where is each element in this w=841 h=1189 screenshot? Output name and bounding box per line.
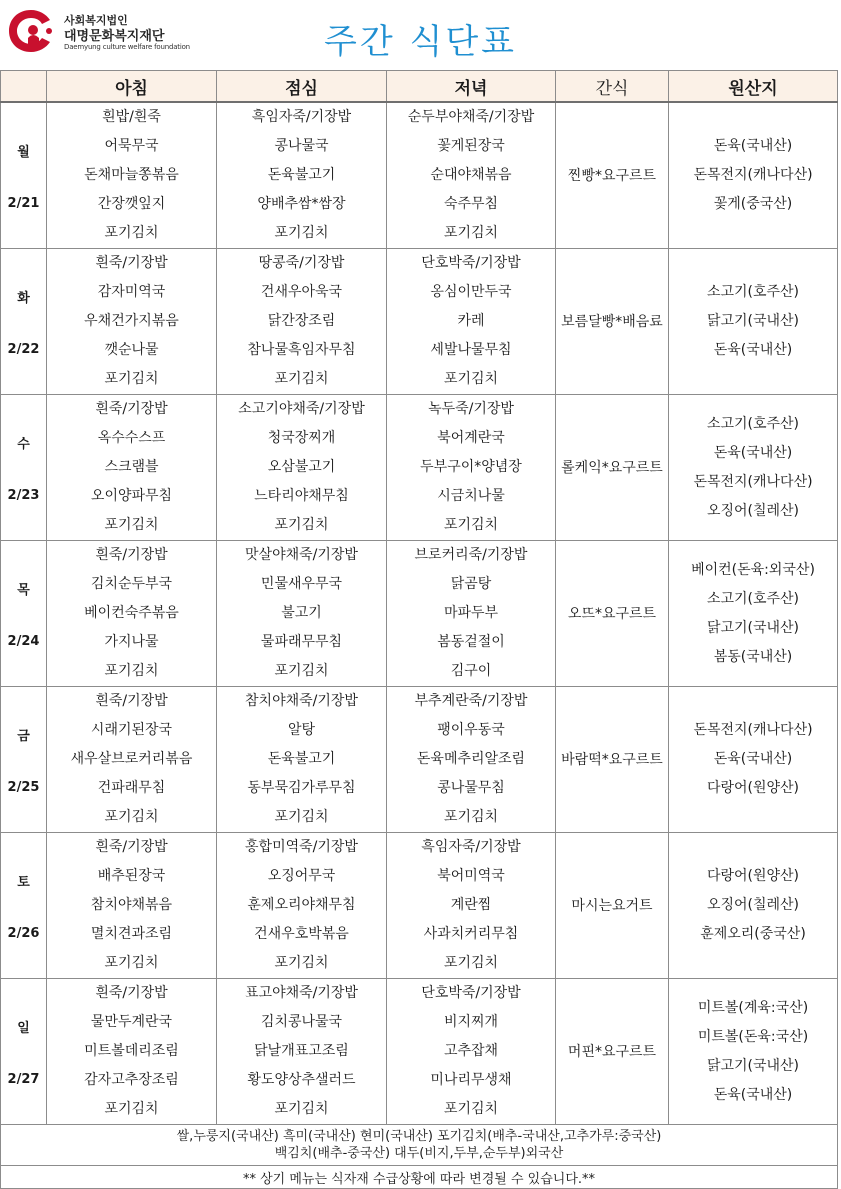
- dinner-item: 순두부야채죽/기장밥: [407, 109, 535, 125]
- page-title: 주간 식단표: [323, 22, 518, 62]
- dinner-item: 녹두죽/기장밥: [428, 401, 514, 417]
- dinner-item: 봄동겉절이: [437, 634, 505, 650]
- origin-item: 훈제오리(중국산): [700, 926, 806, 942]
- lunch-item: 오징어무국: [267, 868, 336, 884]
- lunch-item: 땅콩죽/기장밥: [258, 255, 345, 271]
- lunch-item: 포기김치: [274, 517, 329, 533]
- snack-cell: 롤케익*요구르트: [556, 395, 669, 541]
- breakfast-cell: [47, 541, 217, 687]
- dinner-cell: [387, 979, 556, 1125]
- lunch-item: 동부묵김가루무침: [247, 780, 356, 796]
- lunch-cell: [217, 102, 387, 249]
- lunch-item: 소고기야채죽/기장밥: [238, 401, 365, 417]
- day-date: 2/22: [7, 341, 40, 357]
- breakfast-item: 옥수수스프: [97, 430, 166, 446]
- breakfast-item: 배추된장국: [97, 868, 166, 884]
- breakfast-item: 포기김치: [104, 517, 159, 533]
- breakfast-item: 우채건가지볶음: [84, 313, 179, 329]
- breakfast-item: 흰죽/기장밥: [95, 255, 168, 271]
- day-date: 2/21: [7, 195, 40, 211]
- day-date: 2/23: [7, 487, 40, 503]
- origin-item: 돈목전지(캐나다산): [693, 167, 813, 183]
- table-row: [1, 102, 838, 249]
- origin-item: 소고기(호주산): [706, 284, 800, 300]
- lunch-item: 포기김치: [274, 663, 329, 679]
- dinner-item: 부추계란죽/기장밥: [414, 693, 528, 709]
- origin-cell: [669, 687, 838, 833]
- breakfast-cell: [47, 249, 217, 395]
- lunch-item: 황도양상추샐러드: [247, 1072, 356, 1088]
- breakfast-cell: [47, 687, 217, 833]
- day-cell: [1, 833, 47, 979]
- logo-english-name: Daemyung culture welfare foundation: [64, 43, 190, 51]
- day-cell: [1, 541, 47, 687]
- dinner-item: 두부구이*양념장: [420, 459, 522, 475]
- origin-item: 소고기(호주산): [706, 415, 800, 432]
- lunch-cell: [217, 979, 387, 1125]
- menu-change-notice: ** 상기 메뉴는 식자재 수급상황에 따라 변경될 수 있습니다.**: [1, 1166, 838, 1189]
- snack-cell: 찐빵*요구르트: [556, 102, 669, 249]
- origin-notes: [1, 1125, 838, 1166]
- breakfast-item: 김치순두부국: [90, 576, 173, 592]
- lunch-item: 김치콩나물국: [260, 1014, 343, 1030]
- breakfast-item: 흰죽/기장밥: [95, 693, 168, 709]
- breakfast-cell: [47, 102, 217, 249]
- lunch-item: 건새우아욱국: [260, 284, 343, 300]
- day-name: 수: [17, 436, 30, 452]
- breakfast-item: 멸치견과조림: [90, 926, 173, 942]
- lunch-item: 돈육불고기: [267, 167, 336, 183]
- day-cell: [1, 249, 47, 395]
- dinner-cell: [387, 541, 556, 687]
- origin-cell: [669, 833, 838, 979]
- breakfast-item: 흰죽/기장밥: [95, 985, 168, 1001]
- origin-cell: [669, 249, 838, 395]
- day-name: 금: [17, 728, 30, 744]
- breakfast-item: 시래기된장국: [90, 722, 173, 738]
- dinner-item: 포기김치: [443, 955, 499, 971]
- day-name: 화: [17, 290, 30, 306]
- lunch-cell: [217, 249, 387, 395]
- day-cell: [1, 687, 47, 833]
- dinner-cell: [387, 249, 556, 395]
- breakfast-item: 새우살브로커리볶음: [70, 751, 193, 767]
- origin-cell: [669, 979, 838, 1125]
- dinner-item: 흑임자죽/기장밥: [421, 839, 521, 855]
- breakfast-item: 포기김치: [104, 663, 159, 679]
- lunch-item: 흑임자죽/기장밥: [251, 109, 352, 125]
- column-header-dinner: 저녁: [387, 71, 556, 103]
- dinner-item: 북어미역국: [437, 868, 505, 884]
- dinner-item: 닭곰탕: [450, 576, 492, 592]
- origin-item: 돈목전지(캐나다산): [693, 722, 813, 738]
- lunch-item: 알탕: [287, 722, 316, 738]
- table-row: [1, 541, 838, 687]
- breakfast-item: 흰죽/기장밥: [95, 839, 168, 855]
- breakfast-item: 가지나물: [104, 634, 159, 650]
- breakfast-item: 건파래무침: [97, 780, 166, 796]
- menu-body: [1, 102, 838, 1125]
- snack-cell: 바람떡*요구르트: [556, 687, 669, 833]
- lunch-item: 민물새우무국: [260, 576, 343, 592]
- lunch-cell: [217, 687, 387, 833]
- dinner-item: 콩나물무침: [437, 780, 505, 796]
- breakfast-item: 흰죽/기장밥: [95, 547, 168, 563]
- lunch-item: 닭간장조림: [267, 313, 336, 329]
- breakfast-item: 간장깻잎지: [97, 196, 166, 212]
- breakfast-cell: [47, 979, 217, 1125]
- breakfast-item: 물만두계란국: [90, 1014, 173, 1030]
- day-date: 2/24: [7, 633, 40, 649]
- day-cell: [1, 102, 47, 249]
- origin-item: 돈육(국내산): [713, 751, 793, 767]
- table-row: [1, 249, 838, 395]
- lunch-cell: [217, 395, 387, 541]
- dinner-item: 포기김치: [443, 1101, 499, 1117]
- lunch-item: 훈제오리야채무침: [247, 897, 356, 913]
- dinner-item: 김구이: [450, 663, 492, 679]
- origin-note-line-1: 쌀,누룽지(국내산) 흑미(국내산) 현미(국내산) 포기김치(배추-국내산,고추가루:중국산): [176, 1129, 662, 1144]
- dinner-item: 브로커리죽/기장밥: [414, 547, 528, 563]
- dinner-item: 단호박죽/기장밥: [421, 985, 521, 1001]
- column-header-snack: 간식: [556, 71, 669, 103]
- origin-item: 미트볼(계육:국산): [697, 999, 809, 1016]
- snack-cell: 오뜨*요구르트: [556, 541, 669, 687]
- origin-cell: [669, 395, 838, 541]
- lunch-item: 맛살야채죽/기장밥: [245, 547, 358, 563]
- origin-item: 돈육(국내산): [713, 138, 793, 154]
- column-header-lunch: 점심: [217, 71, 387, 103]
- breakfast-item: 포기김치: [104, 809, 159, 825]
- notes-row: [1, 1125, 838, 1166]
- lunch-item: 느타리야채무침: [254, 488, 349, 504]
- lunch-item: 포기김치: [274, 955, 329, 971]
- origin-item: 베이컨(돈육:외국산): [691, 561, 815, 578]
- logo-name: 대명문화복지재단: [64, 29, 165, 44]
- breakfast-item: 흰밥/흰죽: [102, 109, 161, 125]
- origin-cell: [669, 541, 838, 687]
- breakfast-item: 스크램블: [104, 459, 159, 475]
- day-date: 2/25: [7, 779, 40, 795]
- dinner-item: 마파두부: [443, 605, 499, 621]
- dinner-item: 순대야채볶음: [430, 167, 512, 183]
- dinner-item: 시금치나물: [437, 488, 505, 504]
- day-date: 2/26: [7, 925, 40, 941]
- breakfast-cell: [47, 833, 217, 979]
- dinner-cell: [387, 395, 556, 541]
- dinner-item: 북어계란국: [437, 430, 505, 446]
- weekly-menu-table: [0, 70, 838, 1189]
- lunch-item: 콩나물국: [274, 138, 329, 154]
- breakfast-item: 감자고추장조림: [84, 1072, 179, 1088]
- dinner-item: 고추잡채: [443, 1043, 499, 1059]
- dinner-item: 포기김치: [443, 225, 499, 241]
- origin-item: 돈육(국내산): [713, 342, 793, 358]
- day-name: 토: [17, 874, 30, 890]
- column-header-day: [1, 71, 47, 103]
- breakfast-item: 흰죽/기장밥: [95, 401, 168, 417]
- dinner-cell: [387, 833, 556, 979]
- origin-item: 미트볼(돈육:국산): [697, 1028, 809, 1045]
- lunch-cell: [217, 833, 387, 979]
- origin-item: 다랑어(원양산): [706, 780, 800, 796]
- breakfast-item: 참치야채볶음: [90, 897, 173, 913]
- footer-row: [1, 1166, 838, 1189]
- lunch-item: 홍합미역죽/기장밥: [245, 839, 358, 855]
- lunch-item: 포기김치: [274, 1101, 329, 1117]
- breakfast-item: 포기김치: [104, 955, 159, 971]
- table-header-row: [1, 71, 838, 103]
- dinner-item: 미나리무생채: [430, 1072, 512, 1088]
- breakfast-item: 오이양파무침: [90, 488, 173, 504]
- dinner-item: 카레: [457, 313, 485, 329]
- day-date: 2/27: [7, 1071, 40, 1087]
- lunch-item: 포기김치: [274, 225, 329, 241]
- dinner-item: 꽃게된장국: [437, 138, 505, 154]
- origin-item: 다랑어(원양산): [706, 868, 800, 884]
- lunch-item: 포기김치: [274, 371, 329, 387]
- day-cell: [1, 395, 47, 541]
- table-row: [1, 395, 838, 541]
- breakfast-cell: [47, 395, 217, 541]
- origin-item: 봄동(국내산): [713, 648, 793, 665]
- snack-cell: 보름달빵*배음료: [556, 249, 669, 395]
- origin-note-line-2: 백김치(배추-중국산) 대두(비지,두부,순두부)외국산: [274, 1146, 564, 1161]
- dinner-item: 숙주무침: [443, 196, 499, 212]
- lunch-item: 포기김치: [274, 809, 329, 825]
- dinner-item: 포기김치: [443, 371, 499, 387]
- lunch-item: 참치야채죽/기장밥: [245, 693, 358, 709]
- lunch-item: 참나물흑임자무침: [247, 342, 356, 358]
- lunch-item: 물파래무무침: [260, 634, 343, 650]
- snack-cell: 마시는요거트: [556, 833, 669, 979]
- dinner-item: 비지찌개: [443, 1014, 499, 1030]
- breakfast-item: 어묵무국: [104, 138, 159, 154]
- origin-item: 돈목전지(캐나다산): [693, 473, 813, 490]
- lunch-item: 건새우호박볶음: [254, 926, 349, 942]
- day-name: 일: [17, 1020, 30, 1036]
- breakfast-item: 포기김치: [104, 1101, 159, 1117]
- breakfast-item: 포기김치: [104, 371, 159, 387]
- origin-cell: [669, 102, 838, 249]
- origin-item: 닭고기(국내산): [706, 619, 800, 636]
- logo-subtitle: 사회복지법인: [64, 14, 128, 27]
- column-header-breakfast: 아침: [47, 71, 217, 103]
- snack-cell: 머핀*요구르트: [556, 979, 669, 1125]
- column-header-origin: 원산지: [669, 71, 838, 103]
- origin-item: 닭고기(국내산): [706, 313, 800, 329]
- dinner-item: 팽이우동국: [437, 722, 505, 738]
- lunch-item: 닭날개표고조림: [254, 1043, 349, 1059]
- origin-item: 오징어(칠레산): [706, 502, 800, 519]
- table-row: [1, 833, 838, 979]
- breakfast-item: 깻순나물: [104, 342, 159, 358]
- lunch-item: 오삼불고기: [267, 459, 336, 475]
- dinner-cell: [387, 687, 556, 833]
- origin-item: 소고기(호주산): [706, 590, 800, 607]
- lunch-item: 양배추쌈*쌈장: [257, 196, 346, 212]
- table-row: [1, 979, 838, 1125]
- origin-item: 꽃게(중국산): [713, 196, 793, 212]
- origin-item: 오징어(칠레산): [706, 897, 800, 913]
- breakfast-item: 돈채마늘쫑볶음: [84, 167, 179, 183]
- dinner-item: 단호박죽/기장밥: [421, 255, 521, 271]
- breakfast-item: 베이컨숙주볶음: [84, 605, 179, 621]
- lunch-item: 표고야채죽/기장밥: [245, 985, 358, 1001]
- origin-item: 닭고기(국내산): [706, 1057, 800, 1074]
- dinner-item: 세발나물무침: [430, 342, 512, 358]
- day-cell: [1, 979, 47, 1125]
- dinner-item: 계란찜: [450, 897, 492, 913]
- origin-item: 돈육(국내산): [713, 1086, 793, 1103]
- dinner-item: 포기김치: [443, 517, 499, 533]
- table-row: [1, 687, 838, 833]
- dinner-item: 옹심이만두국: [430, 284, 512, 300]
- dinner-cell: [387, 102, 556, 249]
- origin-item: 돈육(국내산): [713, 444, 793, 461]
- breakfast-item: 미트볼데리조림: [84, 1043, 179, 1059]
- day-name: 목: [17, 582, 30, 598]
- breakfast-item: 포기김치: [104, 225, 159, 241]
- lunch-item: 돈육불고기: [267, 751, 336, 767]
- lunch-item: 불고기: [281, 605, 322, 621]
- lunch-cell: [217, 541, 387, 687]
- dinner-item: 포기김치: [443, 809, 499, 825]
- dinner-item: 사과치커리무침: [423, 926, 519, 942]
- lunch-item: 청국장찌개: [267, 430, 336, 446]
- dinner-item: 돈육메추리알조림: [416, 751, 526, 767]
- breakfast-item: 감자미역국: [97, 284, 166, 300]
- day-name: 월: [17, 144, 30, 160]
